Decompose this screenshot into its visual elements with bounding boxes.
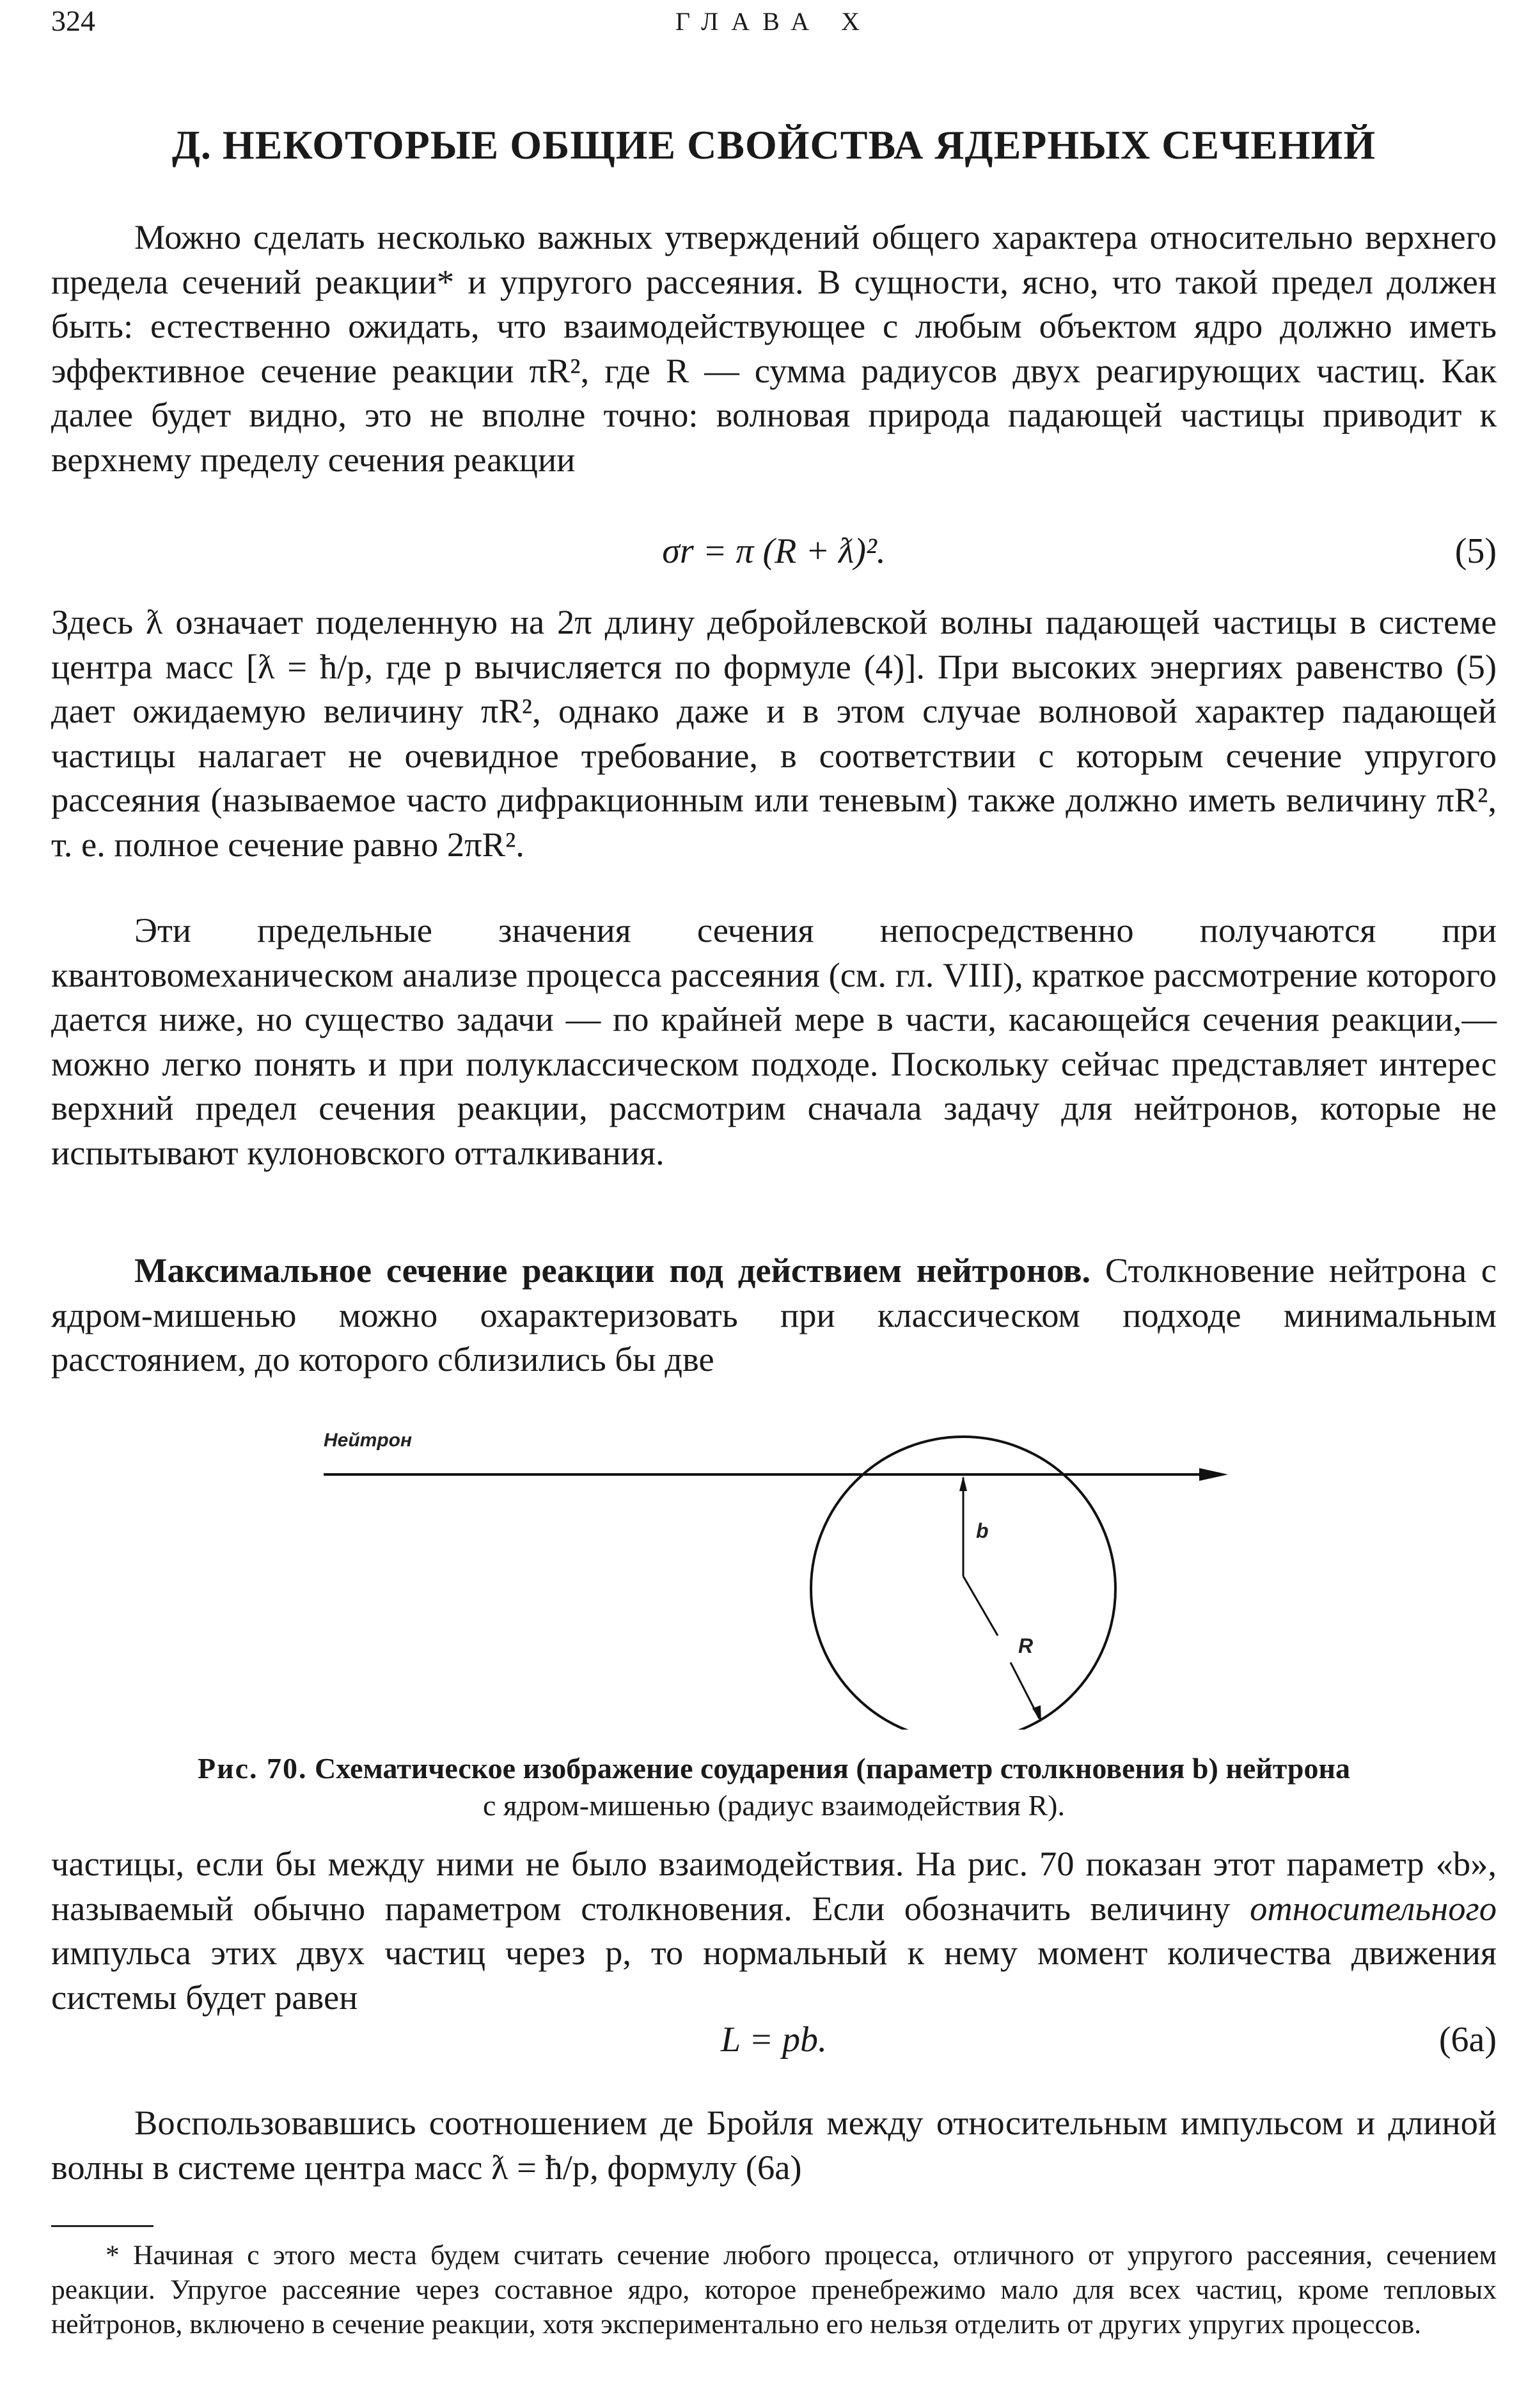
equation-expression: L = pb. <box>721 2020 827 2060</box>
paragraph-neutrons <box>51 1248 1497 1382</box>
equation-6a <box>51 2019 1497 2064</box>
r-label: R <box>1018 1634 1034 1657</box>
paragraph-text: Эти предельные значения сечения непосредственно получаются при квантовомеханическом анализе процесса рассеяния (см. гл. VIII), краткое рассмотрение которого дается ниже, но существо задачи — по крайней мере в части, касающейся сечения реакции,— можно легко понять и при полуклассическом подходе. Поскольку сейчас представляет интерес верхний предел сечения реакции, рассмотрим сначала задачу для нейтронов, которые не испытывают кулоновского отталкивания. <box>51 911 1497 1172</box>
figure-70 <box>51 1381 1497 1730</box>
neutron-label: Нейтрон <box>324 1430 413 1451</box>
section-title: Д. НЕКОТОРЫЕ ОБЩИЕ СВОЙСТВА ЯДЕРНЫХ СЕЧЕНИЙ <box>171 122 1376 168</box>
footnote: * Начиная с этого места будем считать сечение любого процесса, отличного от упругого рассеяния, сечением реакции. Упругое рассеяние через составное ядро, которое пренебрежимо мало для всех частиц, кроме тепловых нейтронов, включено в сечение реакции, хотя экспериментально его нельзя отделить от других упругих процессов. <box>51 2240 1497 2340</box>
caption-line-2: с ядром-мишенью (радиус взаимодействия R). <box>483 1789 1065 1822</box>
paragraph-text: Можно сделать несколько важных утверждений общего характера относительно верхнего предела сечений реакции* и упругого рассеяния. В сущности, ясно, что такой предел должен быть: естественно ожидать, что взаимодействующее с любым объектом ядро должно иметь эффективное сечение реакции πR², где R — сумма радиусов двух реагирующих частиц. Как далее будет видно, это не вполне точно: волновая природа падающей частицы приводит к верхнему пределу сечения реакции <box>51 217 1497 479</box>
paragraph-limits <box>51 908 1497 1175</box>
footnote-rule <box>51 2225 154 2227</box>
emphasis-relative: относительного <box>1250 1888 1497 1928</box>
paragraph-text: Столкновение нейтрона с ядром-мишенью можно охарактеризовать при классическом подходе минимальным расстоянием, до которого сблизились бы две <box>51 1251 1497 1379</box>
running-head: ГЛАВА X <box>675 7 873 36</box>
book-page <box>51 0 1497 2408</box>
b-label: b <box>976 1519 989 1542</box>
caption-text: Схематическое изображение соударения (параметр столкновения b) нейтрона <box>315 1752 1350 1785</box>
equation-number: (6a) <box>1438 2020 1497 2060</box>
collision-diagram <box>51 1381 1497 1730</box>
paragraph-intro <box>51 215 1497 481</box>
paragraph-debroglie <box>51 2100 1497 2189</box>
equation-number: (5) <box>1454 531 1497 571</box>
impact-parameter-arrow <box>959 1476 967 1491</box>
caption-label: Рис. 70. <box>197 1752 308 1785</box>
paragraph-text: Здесь ƛ означает поделенную на 2π длину дебройлевской волны падающей частицы в системе центра масс [ƛ = ħ/p, где p вычисляется по формуле (4)]. При высоких энергиях равенство (5) дает ожидаемую величину πR², однако даже и в этом случае волновой характер падающей частицы налагает не очевидное требование, в соответствии с которым сечение упругого рассеяния (называемое часто дифракционным или теневым) также должно иметь величину πR², т. е. полное сечение равно 2πR². <box>51 602 1497 864</box>
paragraph-text: частицы, если бы между ними не было взаимодействия. На рис. 70 показан этот параметр «b», называемый обычно параметром столкновения. Если обозначить величину <box>51 1844 1497 1928</box>
neutron-arrow-head <box>1199 1468 1228 1481</box>
page-header <box>51 4 1497 49</box>
figure-caption <box>51 1750 1497 1824</box>
equation-expression: σr = π (R + ƛ)². <box>662 531 886 571</box>
radius-line-upper <box>963 1576 998 1636</box>
paragraph-lambda <box>51 600 1497 866</box>
paragraph-impact <box>51 1841 1497 2019</box>
equation-5 <box>51 531 1497 575</box>
run-in-heading: Максимальное сечение реакции под действием нейтронов. <box>134 1251 1091 1290</box>
paragraph-text: Воспользовавшись соотношением де Бройля между относительным импульсом и длиной волны в системе центра масс ƛ = ħ/p, формулу (6a) <box>51 2103 1497 2187</box>
paragraph-text: импульса этих двух частиц через p, то нормальный к нему момент количества движения системы будет равен <box>51 1933 1497 2017</box>
page-number: 324 <box>51 4 95 37</box>
